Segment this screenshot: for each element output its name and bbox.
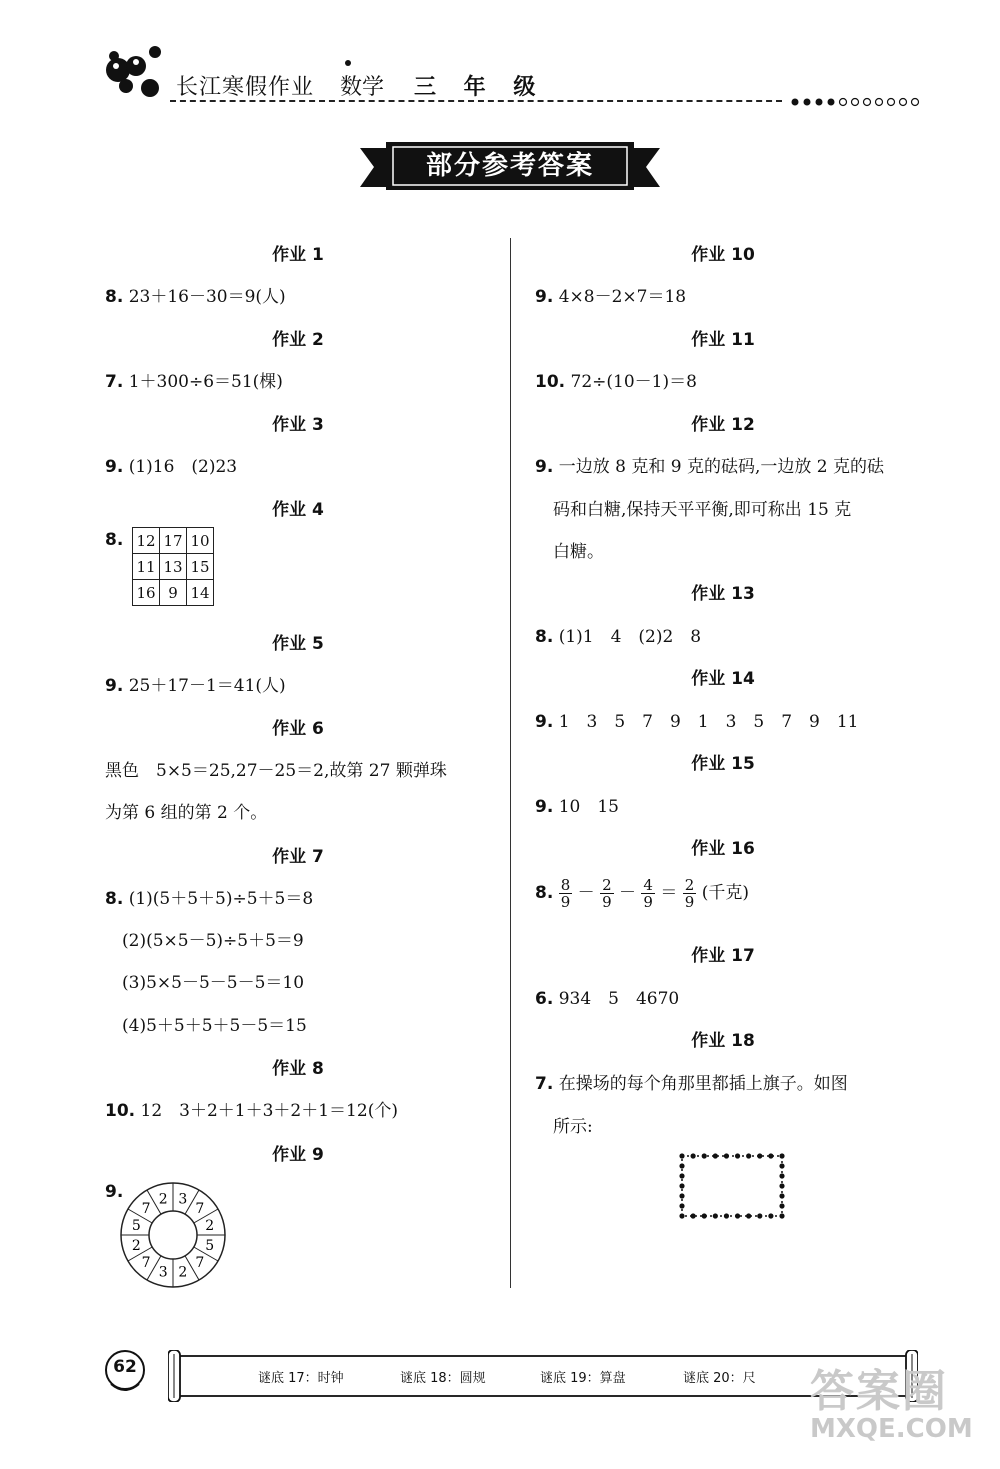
question-number: 9. — [535, 712, 554, 732]
flag-dot — [691, 1213, 696, 1218]
magic-square-grid — [132, 527, 214, 606]
answer-hw7-line3: (3)5×5－5－5－5＝10 — [122, 973, 305, 993]
question-number: 9. — [105, 457, 124, 477]
flag-dot — [746, 1153, 751, 1158]
flag-dot — [702, 1153, 707, 1158]
ring-number: 5 — [131, 1218, 141, 1235]
flag-dot — [735, 1153, 740, 1158]
homework-11-title: 作业 11 — [691, 330, 755, 350]
flag-dot — [768, 1153, 773, 1158]
header-dot-icon — [345, 60, 351, 66]
homework-5-title: 作业 5 — [272, 634, 324, 654]
answer-hw6-line1: 黑色 5×5＝25,27－25＝2,故第 27 颗弹珠 — [105, 761, 447, 781]
grid-cell: 10 — [187, 528, 214, 554]
ring-number: 3 — [158, 1264, 168, 1281]
header-grade: 三 年 级 — [414, 75, 546, 100]
grid-cell: 15 — [187, 554, 214, 580]
homework-17-title: 作业 17 — [691, 946, 755, 966]
answer-hw18-line2: 所示: — [553, 1117, 593, 1137]
section-title: 部分参考答案 — [425, 151, 594, 181]
homework-18-title: 作业 18 — [691, 1031, 755, 1051]
question-number: 9. — [105, 1182, 124, 1202]
flag-dot — [702, 1213, 707, 1218]
question-number: 6. — [535, 989, 554, 1009]
page-number: 62 — [113, 1357, 137, 1377]
riddle-answer-20: 谜底 20：尺 — [683, 1371, 756, 1386]
ring-number: 2 — [178, 1264, 188, 1281]
flag-dot — [757, 1213, 762, 1218]
homework-16-title: 作业 16 — [691, 839, 755, 859]
grid-cell: 17 — [160, 528, 187, 554]
question-number: 9. — [105, 676, 124, 696]
flag-dot — [679, 1213, 684, 1218]
ring-number: 7 — [195, 1201, 205, 1218]
header-dashed-divider — [170, 100, 782, 102]
homework-4-title: 作业 4 — [272, 500, 324, 520]
answer-text: 72÷(10－1)＝8 — [570, 372, 697, 392]
homework-10-title: 作业 10 — [691, 245, 755, 265]
operator: － — [577, 883, 595, 903]
answer-hw13 — [535, 622, 701, 647]
question-number: 10. — [105, 1101, 136, 1121]
homework-9-title: 作业 9 — [272, 1145, 324, 1165]
ring-number: 2 — [205, 1218, 215, 1235]
operator: ＝ — [660, 883, 678, 903]
answer-text: 12 3＋2＋1＋3＋2＋1＝12(个) — [140, 1101, 398, 1121]
homework-15-title: 作业 15 — [691, 754, 755, 774]
answer-hw14 — [535, 707, 859, 732]
ring-number: 7 — [141, 1201, 151, 1218]
answer-hw12-line2: 码和白糖,保持天平平衡,即可称出 15 克 — [553, 500, 852, 520]
question-number: 7. — [535, 1074, 554, 1094]
flag-dot — [724, 1213, 729, 1218]
flag-dot — [779, 1153, 784, 1158]
riddle-answer-19: 谜底 19：算盘 — [540, 1371, 626, 1386]
playground-flags-diagram — [676, 1150, 788, 1222]
flag-dot — [779, 1213, 784, 1218]
homework-7-title: 作业 7 — [272, 847, 324, 867]
flag-dot — [679, 1183, 684, 1188]
grid-cell: 16 — [133, 580, 160, 606]
answer-hw3 — [105, 452, 237, 477]
answer-hw7-line1 — [105, 884, 313, 909]
homework-3-title: 作业 3 — [272, 415, 324, 435]
answer-hw1 — [105, 282, 286, 307]
fraction: $\frac{8}{9}$ — [560, 876, 571, 911]
header-subject: 数学 — [340, 75, 385, 100]
question-number: 7. — [105, 372, 124, 392]
flag-dot — [713, 1153, 718, 1158]
homework-2-title: 作业 2 — [272, 330, 324, 350]
answer-text: 1＋300÷6＝51(棵) — [128, 372, 283, 392]
question-number: 8. — [535, 627, 554, 647]
flag-dot — [679, 1163, 684, 1168]
answer-text: 934 5 4670 — [558, 989, 680, 1009]
question-number: 9. — [535, 797, 554, 817]
answer-text: 25＋17－1＝41(人) — [128, 676, 286, 696]
header-logo-icon — [100, 42, 170, 102]
operator: － — [619, 883, 637, 903]
flag-dot — [679, 1203, 684, 1208]
flag-dot — [679, 1153, 684, 1158]
homework-6-title: 作业 6 — [272, 719, 324, 739]
question-number: 8. — [105, 889, 124, 909]
answer-text: 10 15 — [558, 797, 619, 817]
flag-dot — [679, 1193, 684, 1198]
ring-number: 7 — [141, 1254, 151, 1271]
watermark-url: MXQE.COM — [810, 1414, 973, 1444]
riddle-answer-17: 谜底 17：时钟 — [258, 1371, 344, 1386]
answer-hw6-line2: 为第 6 组的第 2 个。 — [105, 803, 268, 823]
answer-text: 23＋16－30＝9(人) — [128, 287, 286, 307]
flag-dot — [779, 1193, 784, 1198]
answer-hw12-line1 — [535, 452, 884, 477]
grid-cell: 9 — [160, 580, 187, 606]
answer-hw12-line3: 白糖。 — [553, 542, 604, 562]
answer-text: 4×8－2×7＝18 — [558, 287, 687, 307]
column-divider — [510, 238, 511, 1288]
grid-cell: 14 — [187, 580, 214, 606]
flag-dot — [779, 1173, 784, 1178]
homework-8-title: 作业 8 — [272, 1059, 324, 1079]
ring-number: 3 — [178, 1191, 188, 1208]
flag-dot — [724, 1153, 729, 1158]
homework-13-title: 作业 13 — [691, 584, 755, 604]
answer-hw8 — [105, 1096, 398, 1121]
question-number: 8. — [105, 530, 124, 550]
ring-number: 2 — [131, 1237, 141, 1254]
ring-number: 2 — [158, 1191, 168, 1208]
ring-number: 7 — [195, 1254, 205, 1271]
watermark — [810, 1366, 973, 1444]
flag-dot — [691, 1153, 696, 1158]
grid-cell: 12 — [133, 528, 160, 554]
flag-dot — [768, 1213, 773, 1218]
flag-dot — [779, 1163, 784, 1168]
answer-text: (1)1 4 (2)2 8 — [558, 627, 702, 647]
answer-hw5 — [105, 671, 286, 696]
question-number: 9. — [535, 457, 554, 477]
answer-hw17 — [535, 984, 679, 1009]
flag-dot — [779, 1183, 784, 1188]
flag-dot — [735, 1213, 740, 1218]
header-book-title: 长江寒假作业 — [176, 75, 315, 100]
answer-hw2 — [105, 367, 283, 392]
flag-dot — [679, 1173, 684, 1178]
question-number: 9. — [535, 287, 554, 307]
grid-cell: 13 — [160, 554, 187, 580]
answer-hw10 — [535, 282, 686, 307]
homework-1-title: 作业 1 — [272, 245, 324, 265]
homework-14-title: 作业 14 — [691, 669, 755, 689]
flag-dot — [779, 1203, 784, 1208]
answer-hw7-line2: (2)(5×5－5)÷5＋5＝9 — [122, 931, 304, 951]
answer-text: 一边放 8 克和 9 克的砝码,一边放 2 克的砝 — [558, 457, 884, 477]
number-ring-diagram — [118, 1180, 228, 1290]
fraction: $\frac{4}{9}$ — [643, 876, 653, 911]
flag-dot — [713, 1213, 718, 1218]
answer-hw7-line4: (4)5＋5＋5＋5－5＝15 — [122, 1016, 307, 1036]
answer-text: (1)16 (2)23 — [128, 457, 238, 477]
answer-hw16 — [535, 877, 749, 910]
homework-12-title: 作业 12 — [691, 415, 755, 435]
question-number: 10. — [535, 372, 566, 392]
answer-text: 1 3 5 7 9 1 3 5 7 9 11 — [558, 712, 859, 732]
unit: (千克) — [701, 883, 749, 903]
ring-number: 5 — [205, 1237, 215, 1254]
answer-hw11 — [535, 367, 697, 392]
grid-cell: 11 — [133, 554, 160, 580]
flag-dot — [757, 1153, 762, 1158]
answer-text: 在操场的每个角那里都插上旗子。如图 — [558, 1074, 848, 1094]
fraction: $\frac{2}{9}$ — [684, 876, 695, 911]
question-number: 8. — [105, 287, 124, 307]
fraction: $\frac{2}{9}$ — [602, 876, 612, 911]
header-dots-decoration — [790, 96, 920, 108]
flag-dot — [746, 1213, 751, 1218]
answer-hw15 — [535, 792, 619, 817]
watermark-logo: 答案圈 — [810, 1366, 948, 1417]
riddle-answer-18: 谜底 18：圆规 — [400, 1371, 486, 1386]
answer-text: (1)(5＋5＋5)÷5＋5＝8 — [128, 889, 314, 909]
question-number: 8. — [535, 883, 554, 903]
answer-hw18-line1 — [535, 1069, 848, 1094]
